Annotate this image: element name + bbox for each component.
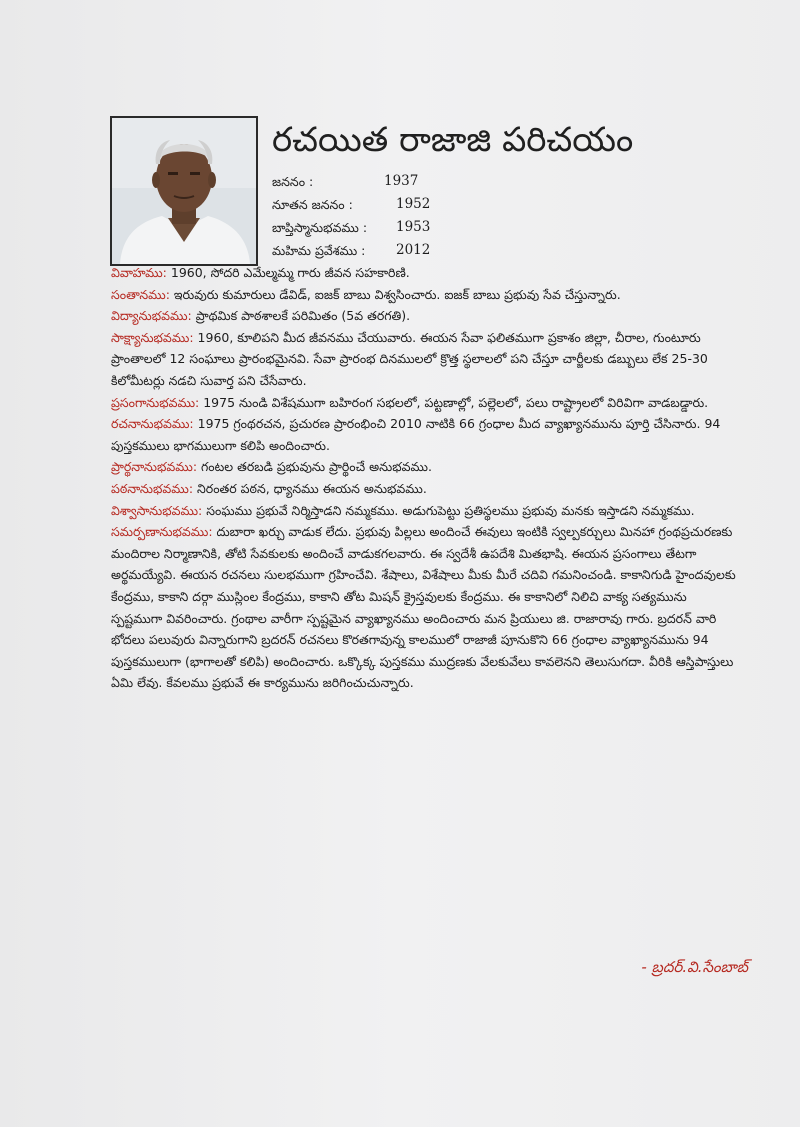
section-text: నిరంతర పఠన, ధ్యానము ఈయన అనుభవము. [193,480,427,496]
section-writing [111,413,736,456]
author-portrait-image [112,118,256,264]
page-title: రచయిత రాజాజి పరిచయం [272,120,634,160]
section-preaching [111,392,736,414]
fact-value: 2012 [396,242,431,258]
section-label: సంతానము: [111,286,170,302]
section-label: రచనానుభవము: [111,416,194,432]
fact-value: 1953 [396,219,431,235]
section-dedication [111,521,736,694]
fact-value: 1937 [384,173,419,189]
biography-body [111,262,736,694]
section-label: ప్రార్థనానుభవము: [111,459,198,475]
section-prayer [111,456,736,478]
author-photo [110,116,258,266]
section-label: విశ్వాసానుభవము: [111,502,203,518]
section-children [111,284,736,306]
section-text: సంఘము ప్రభువే నిర్మిస్తాడని నమ్మకము. అడుగుపెట్టు ప్రతిస్థలము ప్రభువు మనకు ఇస్తాడని నమ్మకము. [202,502,695,518]
section-education [111,305,736,327]
section-faith [111,500,736,522]
section-marriage [111,262,736,284]
section-label: విద్యానుభవము: [111,308,192,324]
section-text: 1960, కూలిపని మీద జీవనము చేయువారు. ఈయన సేవా ఫలితముగా ప్రకాశం జిల్లా, చీరాల, గుంటూరు ప్రాంతాలలో 12 సంఘాలు ప్రారంభమైనవి. సేవా ప్రారంభ దినములలో క్రొత్త స్థలాలలో పని చేస్తూ చార్జీలకు డబ్బులు లేక 25-30 కిలోమీటర్లు నడచి సువార్త పని చేసేవారు. [111,329,708,388]
fact-label: మహిమ ప్రవేశము : [272,243,366,258]
section-testimony [111,327,736,392]
signature: - బ్రదర్.వి.సేంబాబ్ [641,958,748,976]
section-text: ప్రాథమిక పాఠశాలకే పరిమితం (5వ తరగతి). [191,308,411,324]
section-label: ప్రసంగానుభవము: [111,394,200,410]
section-label: సాక్ష్యానుభవము: [111,329,194,345]
section-label: పఠనానుభవము: [111,480,194,496]
section-label: వివాహము: [111,265,167,280]
section-text: ఇరువురు కుమారులు డేవిడ్, ఐజక్ బాబు విశ్వసించారు. ఐజక్ బాబు ప్రభువు సేవ చేస్తున్నారు. [169,286,621,302]
section-text: 1960, సోదరి ఎమేల్మమ్మ గారు జీవన సహకారిణి. [166,265,410,280]
section-reading [111,478,736,500]
fact-label: నూతన జననం : [272,197,353,212]
fact-label: బాప్తిస్మానుభవము : [272,220,368,235]
section-text: 1975 నుండి విశేషముగా బహిరంగ సభలలో, పట్టణాల్లో, పల్లెలలో, పలు రాష్ట్రాలలో విరివిగా వాడబడ్డారు. [199,394,709,410]
fact-value: 1952 [396,196,431,212]
section-text: గంటల తరబడి ప్రభువును ప్రార్థించే అనుభవము. [197,459,432,475]
section-label: సమర్పణానుభవము: [111,524,213,540]
section-text: దుబారా ఖర్చు వాడుక లేదు. ప్రభువు పిల్లలు అందించే ఈవులు ఇంటికి స్వల్పకర్చులు మినహా గ్రంథప్రచురణకు మందిరాల నిర్మాణానికి, తోటి సేవకులకు అందించే వాడుకగలవారు. ఈ స్వదేశీ ఉపదేశి మితభాషి. ఈయన ప్రసంగాలు తేటగా అర్థమయ్యేవి. ఈయన రచనలు సులభముగా గ్రహించేవి. శేషాలు, విశేషాలు మీకు మీరే చదివి గమనించండి. కాకానిగుడి హైందవులకు కేంద్రము, కాకాని దర్గా ముస్లింల కేంద్రము, కాకాని తోట మిషన్ క్రైస్తవులకు కేంద్రము. ఈ కాకానిలో నిలిచి వాక్య సత్యమును స్పష్టముగా వివరించారు. గ్రంథాల వారీగా స్పష్టమైన వ్యాఖ్యానము అందించారు మన ప్రియులు జి. రాజారావు గారు. బ్రదరన్ వారి భోదలు పలువురు విన్నారుగాని బ్రదరన్ రచనలు కొరతగావున్న కాలములో రాజాజీ పూనుకొని 66 గ్రంధాల వ్యాఖ్యానమును 94 పుస్తకములుగా (భాగాలతో కలిపి) అందించారు. ఒక్కొక్క పుస్తకము ముద్రణకు వేలకువేలు కావలెనని తెలుసుగదా. వీరికి ఆస్తిపాస్తులు ఏమి లేవు. కేవలము ప్రభువే ఈ కార్యమును జరిగించుచున్నారు. [111,524,736,691]
fact-label: జననం : [272,174,314,189]
section-text: 1975 గ్రంథరచన, ప్రచురణ ప్రారంభించి 2010 నాటికి 66 గ్రంధాల మీద వ్యాఖ్యానమును పూర్తి చేసినారు. 94 పుస్తకములు భాగములుగా కలిపి అందించారు. [111,416,721,453]
